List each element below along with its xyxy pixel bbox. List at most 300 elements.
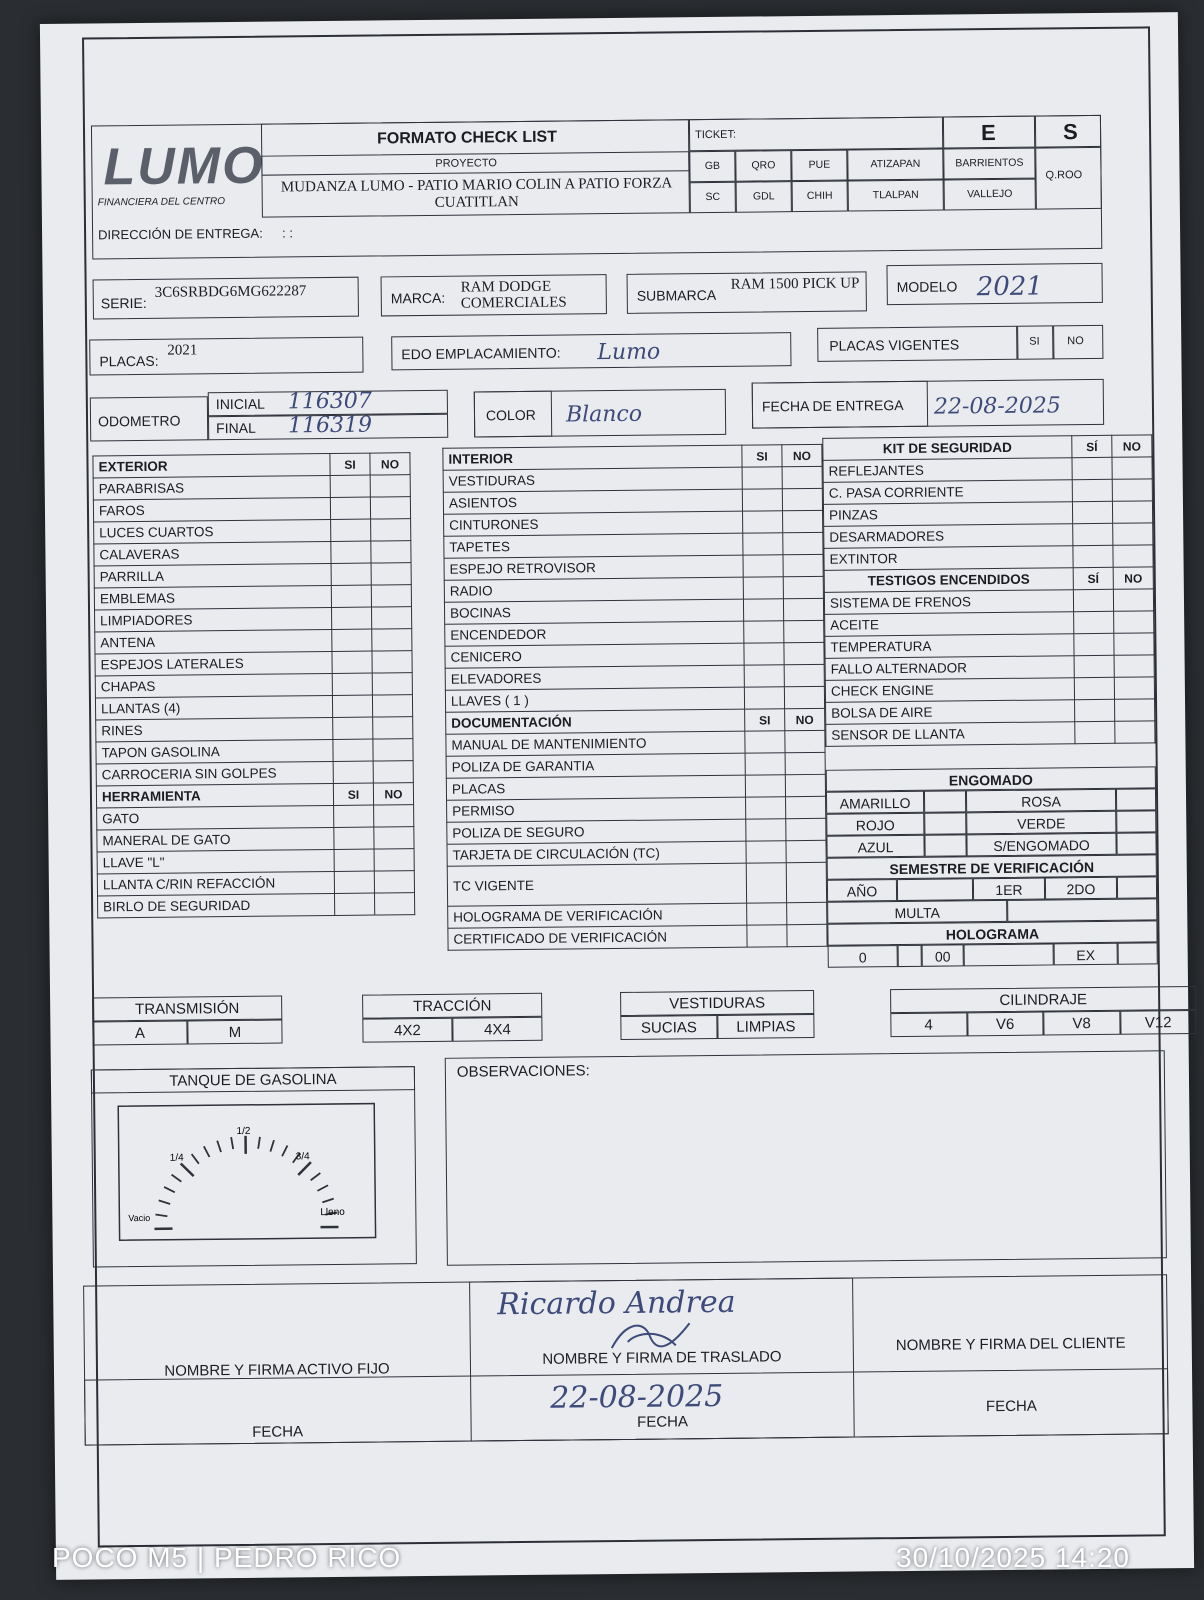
engomado-check[interactable] [1116, 810, 1156, 832]
logo: LUMO [103, 136, 265, 197]
fuel-gauge-tick [172, 1174, 182, 1181]
fuel-vacio-label: Vacio [128, 1212, 151, 1224]
interior-no-checkbox[interactable] [783, 554, 823, 576]
exterior-item-label: LUCES CUARTOS [94, 519, 331, 543]
interior-si-checkbox[interactable] [743, 599, 783, 621]
fecha-entrega-value: 22-08-2025 [933, 393, 1061, 420]
vestiduras-option[interactable] [717, 1014, 814, 1039]
semestre-check[interactable] [1117, 876, 1157, 898]
testigos-title-header: TESTIGOS ENCENDIDOS [824, 568, 1073, 593]
s-label: S [1062, 119, 1078, 145]
interior-si-checkbox[interactable] [743, 577, 783, 599]
sede-vallejo[interactable] [944, 179, 1036, 211]
interior-no-checkbox[interactable] [783, 532, 823, 554]
testigos-si-checkbox[interactable] [1074, 655, 1114, 677]
herramienta-no-checkbox[interactable] [374, 827, 414, 849]
sede-gb[interactable] [689, 151, 735, 182]
observaciones-label: OBSERVACIONES: [456, 1062, 590, 1081]
cilindraje-option[interactable] [890, 1012, 967, 1037]
exterior-item-label: PARRILLA [94, 563, 331, 587]
herramienta-no-checkbox[interactable] [374, 805, 414, 827]
documentacion-si-checkbox[interactable] [746, 863, 786, 903]
traccion-option[interactable] [362, 1018, 452, 1043]
transmision-title-box [92, 996, 282, 1022]
testigos-no-checkbox[interactable] [1114, 677, 1154, 699]
kit-si-checkbox[interactable] [1072, 457, 1112, 479]
exterior-no-checkbox[interactable] [373, 717, 413, 739]
engomado-option-label: S/ENGOMADO [993, 836, 1090, 854]
holograma-ex[interactable] [1054, 943, 1118, 966]
holograma-0[interactable] [828, 945, 898, 968]
transmision-option[interactable] [92, 1021, 187, 1046]
exterior-si-checkbox[interactable] [331, 541, 371, 563]
kit-no-checkbox[interactable] [1113, 523, 1153, 545]
kit-item-label: C. PASA CORRIENTE [823, 480, 1072, 505]
testigos-item-label: BOLSA DE AIRE [826, 700, 1075, 725]
documentacion-no-checkbox[interactable] [786, 818, 826, 840]
interior-no-checkbox[interactable] [782, 466, 822, 488]
color-value: Blanco [565, 401, 643, 428]
documentacion-si-checkbox[interactable] [746, 841, 786, 863]
cilindraje-option-label: 4 [924, 1016, 933, 1034]
holograma-0-label: 0 [858, 948, 867, 965]
semestre-1er[interactable] [973, 878, 1045, 901]
fuel-gauge-ticks [154, 1135, 339, 1229]
exterior-si-checkbox[interactable] [332, 607, 372, 629]
kit-no-checkbox[interactable] [1112, 479, 1152, 501]
fecha-entrega-label: FECHA DE ENTREGA [761, 396, 904, 415]
fuel-gauge-tick [282, 1145, 288, 1156]
engomado-check[interactable] [924, 812, 966, 834]
documentacion-no-checkbox[interactable] [785, 774, 825, 796]
kit-item-label: DESARMADORES [824, 524, 1073, 549]
herramienta-item-label: MANERAL DE GATO [97, 827, 334, 851]
documentacion-item-label: TARJETA DE CIRCULACIÓN (TC) [447, 841, 746, 866]
engomado-option[interactable] [826, 791, 924, 814]
interior-si-checkbox[interactable] [743, 533, 783, 555]
exterior-no-checkbox[interactable] [371, 519, 411, 541]
documentacion-si-checkbox[interactable] [747, 903, 787, 925]
fecha-traslado-label: FECHA [637, 1413, 689, 1431]
sede-label: CHIH [806, 189, 833, 202]
herramienta-no-checkbox[interactable] [374, 871, 414, 893]
fuel-gauge-tick [322, 1199, 333, 1203]
modelo-value: 2021 [976, 271, 1044, 303]
edo-label: EDO EMPLACAMIENTO: [401, 344, 561, 363]
documentacion-si-checkbox[interactable] [745, 775, 785, 797]
proyecto-label: PROYECTO [435, 157, 497, 170]
multa-value[interactable] [1007, 898, 1157, 922]
firma-cliente-label: NOMBRE Y FIRMA DEL CLIENTE [895, 1334, 1126, 1355]
herramienta-no-checkbox[interactable] [374, 849, 414, 871]
herramienta-si-checkbox[interactable] [334, 871, 374, 893]
herramienta-si-checkbox[interactable] [334, 827, 374, 849]
interior-documentacion-table [442, 444, 827, 951]
sede-atizapan[interactable] [847, 149, 943, 181]
transmision-option-label: M [228, 1023, 242, 1042]
vigentes-no: NO [1067, 335, 1084, 348]
multa-field[interactable] [827, 900, 1007, 924]
testigos-item-label: SENSOR DE LLANTA [826, 722, 1075, 747]
exterior-no-checkbox[interactable] [371, 563, 411, 585]
documentacion-si-checkbox[interactable] [747, 925, 787, 947]
sede-label: PUE [808, 158, 831, 171]
kit-no-checkbox[interactable] [1112, 457, 1152, 479]
exterior-si-checkbox[interactable] [332, 651, 372, 673]
exterior-title-header: EXTERIOR [93, 453, 330, 477]
testigos-item-label: ACEITE [825, 612, 1074, 637]
fuel-gauge-tick [192, 1154, 199, 1164]
exterior-no-checkbox[interactable] [370, 497, 410, 519]
holograma-check[interactable] [898, 945, 922, 967]
holograma-check[interactable] [1118, 942, 1158, 964]
semestre-1er-label: 1ER [995, 881, 1023, 898]
vestiduras-option[interactable] [620, 1015, 717, 1040]
exterior-si-checkbox[interactable] [331, 585, 371, 607]
kit-si-checkbox[interactable] [1073, 523, 1113, 545]
marca-label: MARCA: [390, 289, 446, 307]
interior-item-label: CENICERO [445, 643, 744, 668]
documentacion-item-label: HOLOGRAMA DE VERIFICACIÓN [448, 903, 747, 928]
sede-sc[interactable] [690, 182, 736, 213]
interior-item-label: ELEVADORES [445, 665, 744, 690]
testigos-no-header: NO [1113, 567, 1153, 589]
interior-si-checkbox[interactable] [744, 687, 784, 709]
sede-label: BARRIENTOS [955, 156, 1024, 170]
engomado-check[interactable] [924, 834, 966, 856]
testigos-item-label: FALLO ALTERNADOR [825, 656, 1074, 681]
holograma-header-label: HOLOGRAMA [945, 925, 1040, 943]
cilindraje-option[interactable] [1120, 1010, 1197, 1035]
testigos-item-label: CHECK ENGINE [825, 678, 1074, 703]
sede-label: TLALPAN [872, 188, 919, 202]
kit-si-checkbox[interactable] [1073, 545, 1113, 567]
exterior-si-checkbox[interactable] [332, 673, 372, 695]
cilindraje-option[interactable] [967, 1012, 1044, 1037]
traccion-title-box [362, 993, 542, 1019]
engomado-check[interactable] [1116, 788, 1156, 810]
interior-si-checkbox[interactable] [743, 555, 783, 577]
holograma-ex-label: EX [1076, 946, 1096, 963]
herramienta-si-checkbox[interactable] [334, 805, 374, 827]
odo-final-value: 116319 [287, 412, 373, 439]
semestre-anio[interactable] [827, 879, 897, 902]
documentacion-no-checkbox[interactable] [786, 862, 826, 902]
exterior-no-checkbox[interactable] [372, 651, 412, 673]
multa-field-label: MULTA [894, 904, 941, 921]
documentacion-item-label: POLIZA DE SEGURO [447, 819, 746, 844]
documentacion-no-header: NO [785, 708, 825, 730]
exterior-no-checkbox[interactable] [372, 629, 412, 651]
interior-no-header: NO [782, 444, 822, 466]
kit-si-header: SÍ [1072, 435, 1112, 457]
traccion-option-label: 4X2 [393, 1022, 421, 1040]
sede-label: SC [705, 190, 721, 204]
testigos-no-checkbox[interactable] [1114, 655, 1154, 677]
exterior-item-label: LIMPIADORES [95, 607, 332, 631]
exterior-item-label: TAPON GASOLINA [96, 739, 333, 763]
qroo-label: Q.ROO [1045, 169, 1083, 182]
engomado-check[interactable] [1116, 832, 1156, 854]
interior-no-checkbox[interactable] [784, 686, 824, 708]
exterior-si-checkbox[interactable] [330, 497, 370, 519]
exterior-no-checkbox[interactable] [372, 607, 412, 629]
fuel-gauge-tick [298, 1162, 311, 1175]
sede-label: VALLEJO [966, 187, 1013, 201]
sede-label: QRO [751, 159, 776, 172]
testigos-no-checkbox[interactable] [1115, 721, 1155, 743]
engomado-option-label: ROSA [1021, 792, 1062, 810]
exterior-item-label: CHAPAS [95, 673, 332, 697]
firma-activo-label: NOMBRE Y FIRMA ACTIVO FIJO [164, 1360, 390, 1380]
cilindraje-option-label: V12 [1144, 1014, 1172, 1032]
interior-si-checkbox[interactable] [744, 643, 784, 665]
interior-no-checkbox[interactable] [784, 620, 824, 642]
transmision-option[interactable] [187, 1020, 282, 1045]
holograma-check[interactable] [964, 943, 1054, 966]
engomado-option[interactable] [826, 835, 924, 858]
testigos-si-checkbox[interactable] [1074, 611, 1114, 633]
documentacion-si-checkbox[interactable] [745, 753, 785, 775]
engomado-header-label: ENGOMADO [948, 771, 1033, 789]
interior-si-checkbox[interactable] [744, 665, 784, 687]
proyecto-value: MUDANZA LUMO - PATIO MARIO COLIN A PATIO FORZA CUATITLAN [280, 175, 673, 211]
testigos-no-checkbox[interactable] [1113, 589, 1153, 611]
exterior-item-label: FAROS [93, 497, 330, 521]
testigos-si-checkbox[interactable] [1074, 633, 1114, 655]
interior-si-header: SI [742, 445, 782, 467]
interior-si-checkbox[interactable] [742, 489, 782, 511]
interior-no-checkbox[interactable] [784, 642, 824, 664]
odo-inicial-value: 116307 [287, 388, 372, 415]
semestre-2do[interactable] [1045, 877, 1117, 900]
exterior-no-checkbox[interactable] [371, 541, 411, 563]
exterior-no-checkbox[interactable] [370, 475, 410, 497]
fuel-gauge-tick [270, 1140, 274, 1151]
fuel-three-quarter-label: 3/4 [295, 1151, 310, 1163]
edo-value: Lumo [597, 339, 661, 366]
herramienta-no-checkbox[interactable] [375, 893, 415, 915]
testigos-si-checkbox[interactable] [1075, 721, 1115, 743]
kit-item-label: PINZAS [823, 502, 1072, 527]
traccion-title: TRACCIÓN [412, 997, 492, 1016]
holograma-00-label: 00 [934, 948, 951, 965]
engomado-option[interactable] [966, 811, 1116, 835]
documentacion-si-checkbox[interactable] [746, 797, 786, 819]
documentacion-no-checkbox[interactable] [787, 902, 827, 924]
semestre-anio-label: AÑO [846, 882, 878, 900]
herramienta-title-header: HERRAMIENTA [96, 783, 333, 807]
interior-si-checkbox[interactable] [744, 621, 784, 643]
engomado-check[interactable] [924, 790, 966, 812]
exterior-item-label: LLANTAS (4) [95, 695, 332, 719]
exterior-no-checkbox[interactable] [373, 739, 413, 761]
direccion-value: : : [282, 225, 294, 241]
testigos-si-checkbox[interactable] [1074, 677, 1114, 699]
color-label: COLOR [485, 406, 536, 424]
traccion-option[interactable] [452, 1017, 542, 1042]
exterior-si-checkbox[interactable] [333, 739, 373, 761]
transmision-title: TRANSMISIÓN [135, 999, 240, 1019]
sede-gdl[interactable] [736, 181, 792, 213]
table-row [447, 862, 826, 906]
engomado-option-label: AZUL [857, 838, 894, 855]
herramienta-si-checkbox[interactable] [335, 893, 375, 915]
interior-item-label: VESTIDURAS [443, 467, 742, 492]
form-frame [82, 26, 1172, 1547]
exterior-no-checkbox[interactable] [373, 761, 413, 783]
sede-pue[interactable] [791, 150, 847, 182]
exterior-no-checkbox[interactable] [372, 695, 412, 717]
exterior-item-label: CALAVERAS [94, 541, 331, 565]
semestre-header-label: SEMESTRE DE VERIFICACIÓN [889, 858, 1095, 877]
submarca-value: RAM 1500 PICK UP [730, 275, 860, 293]
marca-value: RAM DODGE COMERCIALES [460, 278, 567, 312]
herramienta-no-header: NO [373, 783, 413, 805]
documentacion-si-checkbox[interactable] [745, 731, 785, 753]
herramienta-item-label: BIRLO DE SEGURIDAD [98, 893, 335, 917]
exterior-no-checkbox[interactable] [372, 673, 412, 695]
kit-testigos-table [822, 434, 1155, 746]
testigos-no-checkbox[interactable] [1114, 611, 1154, 633]
documentacion-item-label: CERTIFICADO DE VERIFICACIÓN [448, 925, 747, 950]
kit-item-label: REFLEJANTES [823, 458, 1072, 483]
interior-item-label: ENCENDEDOR [445, 621, 744, 646]
table-row [826, 721, 1155, 746]
exterior-si-checkbox[interactable] [331, 519, 371, 541]
cilindraje-title-box [890, 986, 1196, 1013]
interior-no-checkbox[interactable] [783, 576, 823, 598]
herramienta-si-checkbox[interactable] [334, 849, 374, 871]
holograma-00[interactable] [922, 944, 964, 966]
exterior-no-checkbox[interactable] [371, 585, 411, 607]
herramienta-item-label: LLANTA C/RIN REFACCIÓN [97, 871, 334, 895]
kit-si-checkbox[interactable] [1072, 501, 1112, 523]
sede-chih[interactable] [792, 181, 848, 213]
direccion-label: DIRECCIÓN DE ENTREGA: [98, 225, 263, 243]
interior-item-label: RADIO [444, 577, 743, 602]
modelo-label: MODELO [896, 278, 958, 296]
form-title: FORMATO CHECK LIST [377, 128, 558, 148]
sede-qro[interactable] [735, 150, 791, 182]
ticket-label: TICKET: [695, 128, 737, 142]
fuel-gauge-tick [204, 1146, 210, 1157]
fuel-lleno-label: Lleno [320, 1206, 345, 1219]
fecha-cliente-label: FECHA [985, 1397, 1037, 1416]
testigos-no-checkbox[interactable] [1114, 633, 1154, 655]
documentacion-item-label: TC VIGENTE [447, 863, 746, 906]
traslado-fecha: 22-08-2025 [550, 1378, 724, 1416]
interior-item-label: TAPETES [444, 533, 743, 558]
fuel-gauge-tick [311, 1173, 321, 1180]
documentacion-no-checkbox[interactable] [786, 840, 826, 862]
exterior-si-checkbox[interactable] [330, 475, 370, 497]
fecha-activo-label: FECHA [252, 1423, 304, 1441]
transmision-option-label: A [134, 1024, 146, 1043]
documentacion-si-checkbox[interactable] [746, 819, 786, 841]
testigos-item-label: SISTEMA DE FRENOS [824, 590, 1073, 615]
fuel-gauge-tick [317, 1185, 328, 1191]
interior-si-checkbox[interactable] [742, 467, 782, 489]
fuel-gauge-tick [181, 1163, 194, 1176]
interior-no-checkbox[interactable] [784, 664, 824, 686]
engomado-option[interactable] [826, 813, 924, 836]
testigos-no-checkbox[interactable] [1115, 699, 1155, 721]
testigos-si-checkbox[interactable] [1075, 699, 1115, 721]
odo-inicial-label: INICIAL [215, 395, 265, 413]
exterior-si-checkbox[interactable] [332, 695, 372, 717]
traccion-option-label: 4X4 [483, 1021, 511, 1039]
observaciones-box[interactable] [445, 1050, 1167, 1266]
semestre-anio-value[interactable] [897, 878, 973, 901]
kit-no-checkbox[interactable] [1112, 501, 1152, 523]
documentacion-no-checkbox[interactable] [785, 752, 825, 774]
documentacion-item-label: POLIZA DE GARANTIA [446, 753, 745, 778]
cilindraje-option-label: V8 [1072, 1015, 1091, 1033]
checklist-sheet [40, 12, 1194, 1580]
engomado-option-label: AMARILLO [839, 794, 911, 812]
exterior-si-checkbox[interactable] [331, 563, 371, 585]
tanque-title: TANQUE DE GASOLINA [169, 1070, 337, 1090]
e-label: E [980, 119, 996, 146]
vestiduras-option-label: LIMPIAS [736, 1018, 796, 1036]
exterior-si-checkbox[interactable] [332, 629, 372, 651]
interior-title-header: INTERIOR [443, 445, 742, 470]
exterior-si-checkbox[interactable] [333, 717, 373, 739]
fuel-quarter-label: 1/4 [169, 1152, 184, 1164]
interior-no-checkbox[interactable] [783, 598, 823, 620]
sede-label: GB [704, 159, 721, 173]
vigentes-label: PLACAS VIGENTES [829, 336, 960, 354]
cilindraje-option[interactable] [1043, 1011, 1120, 1036]
herramienta-item-label: LLAVE "L" [97, 849, 334, 873]
interior-si-checkbox[interactable] [743, 511, 783, 533]
exterior-herramienta-table [92, 452, 415, 918]
fuel-gauge-tick [164, 1187, 175, 1193]
exterior-item-label: RINES [96, 717, 333, 741]
interior-no-checkbox[interactable] [782, 488, 822, 510]
engomado-option[interactable] [966, 833, 1116, 857]
fuel-gauge-tick [217, 1141, 221, 1152]
exterior-si-checkbox[interactable] [333, 761, 373, 783]
exterior-item-label: ESPEJOS LATERALES [95, 651, 332, 675]
testigos-si-checkbox[interactable] [1073, 589, 1113, 611]
odometro-label: ODOMETRO [97, 412, 181, 430]
sede-barrientos[interactable] [943, 148, 1035, 180]
traslado-signature [605, 1315, 695, 1360]
interior-no-checkbox[interactable] [783, 510, 823, 532]
serie-label: SERIE: [100, 294, 147, 312]
interior-item-label: ESPEJO RETROVISOR [444, 555, 743, 580]
traslado-nombre: Ricardo Andrea [497, 1284, 736, 1323]
herramienta-si-header: SI [333, 783, 373, 805]
kit-no-checkbox[interactable] [1113, 545, 1153, 567]
engomado-option[interactable] [966, 789, 1116, 813]
sede-tlalpan[interactable] [848, 180, 944, 212]
photo-timestamp: 30/10/2025 14:20 [896, 1542, 1130, 1573]
table-row [448, 924, 827, 950]
documentacion-no-checkbox[interactable] [785, 730, 825, 752]
testigos-item-label: TEMPERATURA [825, 634, 1074, 659]
interior-item-label: ASIENTOS [443, 489, 742, 514]
fuel-gauge-tick [258, 1137, 260, 1149]
exterior-si-header: SI [330, 453, 370, 475]
kit-si-checkbox[interactable] [1072, 479, 1112, 501]
submarca-label: SUBMARCA [636, 286, 717, 304]
testigos-si-header: SÍ [1073, 567, 1113, 589]
documentacion-no-checkbox[interactable] [787, 924, 827, 946]
documentacion-no-checkbox[interactable] [786, 796, 826, 818]
